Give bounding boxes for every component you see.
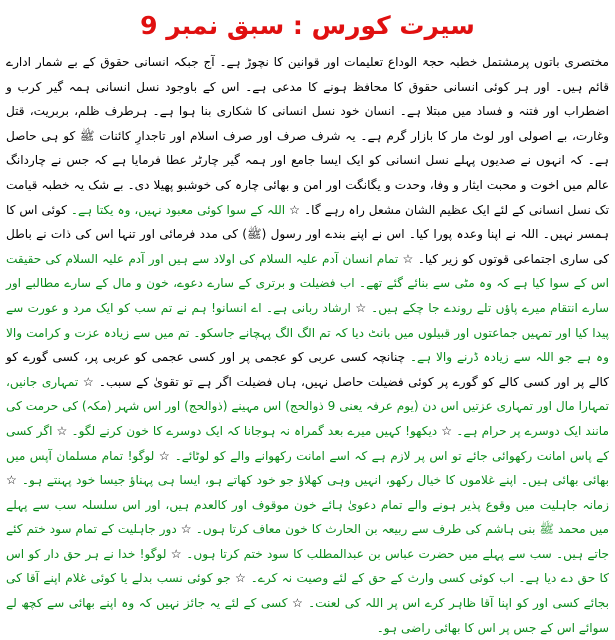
star-icon: ☆ <box>235 571 247 586</box>
sermon-paragraph-2: کوئی اس کا ہمسر نہیں۔ اللہ نے اپنا وعدہ پورا کیا۔ اس نے اپنے بندے اور رسول (ﷺ) کی مدد فرمائی اور تنہا اس کی ذات نے باطل کی ساری اجتماعی قوتوں کو زیر کیا۔ <box>6 202 609 266</box>
sermon-quote-7: لوگو! تمام مسلمان آپس میں بھائی بھائی ہیں۔ اپنے غلاموں کا خیال رکھو، انہیں وہی کھلاؤ جو خود کھاتے ہو، ایسا ہی پہناؤ جیسا خود پہنتے ہو۔ <box>6 448 609 488</box>
star-icon: ☆ <box>6 473 18 488</box>
star-icon: ☆ <box>402 251 414 266</box>
lesson-body <box>6 50 609 640</box>
sermon-quote-3: ارشاد ربانی ہے۔ اے انسانو! ہم نے تم سب کو ایک مرد و عورت سے پیدا کیا اور تمہیں جماعتوں اور قبیلوں میں بانٹ دیا کہ تم الگ الگ پہچانے جاسکو۔ تم میں سے زیادہ عزت و کرامت والا وہ ہے جو اللہ سے زیادہ ڈرنے والا ہے۔ <box>6 300 609 365</box>
sermon-quote-4: تمہاری جانیں، تمہارا مال اور تمہاری عزتیں اس دن (یوم عرفہ یعنی 9 ذوالحج) اس مہینے (ذوالحج) اور اس شہر (مکہ) کی حرمت کی مانند ایک دوسرے پر حرام ہے۔ <box>6 374 610 438</box>
sermon-quote-12: کسی کے لئے یہ جائز نہیں کہ وہ اپنے بھائی سے کچھ لے سوائے اس کے جس پر اس کا بھائی راضی ہو۔ <box>6 596 609 635</box>
sermon-quote-5: دیکھو! کہیں میرے بعد گمراہ نہ ہوجانا کہ ایک دوسرے کا خون کرنے لگو۔ <box>71 423 438 438</box>
sermon-quote-11: جو کوئی نسب بدلے یا کوئی غلام اپنے آقا کی بجائے کسی اور کو اپنا آقا ظاہر کرے اس پر اللہ کی لعنت۔ <box>6 571 609 611</box>
sermon-paragraph-3: چنانچہ کسی عربی کو عجمی پر اور کسی عجمی کو عربی پر، کسی گورے کو کالے پر اور کسی کالے کو گورے پر کوئی فضیلت حاصل نہیں، ہاں فضیلت اگر ہے تو تقویٰ کے سبب۔ <box>6 350 609 389</box>
star-icon: ☆ <box>180 522 192 537</box>
star-icon: ☆ <box>82 374 95 389</box>
star-icon: ☆ <box>441 423 453 438</box>
sermon-quote-1: اللہ کے سوا کوئی معبود نہیں، وہ یکتا ہے۔ <box>70 202 286 217</box>
star-icon: ☆ <box>56 423 68 438</box>
star-icon: ☆ <box>289 202 301 217</box>
sermon-quote-6: اگر کسی کے پاس امانت رکھوائی جائے تو اس پر لازم ہے کہ اسے امانت رکھوانے والے کو لوٹائے۔ <box>6 423 609 463</box>
sermon-quote-10: لوگو! خدا نے ہر حق دار کو اس کا حق دے دیا ہے۔ اب کوئی کسی وارث کے حق کے لئے وصیت نہ کرے۔ <box>6 546 609 586</box>
star-icon: ☆ <box>170 546 182 561</box>
star-icon: ☆ <box>292 596 304 611</box>
sermon-quote-9: دور جاہلیت کے تمام سود ختم کئے جاتے ہیں۔ سب سے پہلے میں حضرت عباس بن عبدالمطلب کا سود ختم کرتا ہوں۔ <box>6 522 609 561</box>
intro-paragraph: مختصری باتوں پرمشتمل خطبہ حجۃ الوداع تعلیمات اور قوانین کا نچوڑ ہے۔ آج جبکہ انسانی حقوق کے بے شمار ادارے قائم ہیں۔ اور ہر کوئی انسانی حقوق کا محافظ ہونے کا مدعی ہے۔ اس کے باوجود نسل انسانی ہمہ گیر کرب و اضطراب اور فتنہ و فساد میں مبتلا ہے۔ انسان خود نسل انسانی کا شکاری بنا ہوا ہے۔ ہرطرف ظلم، بربریت، قتل وغارت، بے اصولی اور لوٹ مار کا بازار گرم ہے۔ یہ شرف صرف اور صرف اسلام اور تاجدارِ کائنات ﷺ کو ہی حاصل ہے۔ کہ انہوں نے صدیوں پہلے نسل انسانی کو ایک ایسا جامع اور ہمہ گیر چارٹر عطا فرمایا ہے کہ جس نے چاردانگ عالم میں اخوت و محبت ایثار و وفا، وحدت و یگانگت اور امن و بھائی چارہ کی خوشبو پھیلا دی۔ بے شک یہ خطبہ قیامت تک نسل انسانی کے لئے ایک عظیم الشان مشعل راہ رہے گا۔ <box>6 55 609 217</box>
sermon-quote-2: تمام انسان آدم علیہ السلام کی اولاد سے ہیں اور آدم علیہ السلام کی حقیقت اس کے سوا کیا ہے کہ وہ مٹی سے بنائے گئے تھے۔ اب فضیلت و برتری کے سارے دعوے، خون و مال کے سارے مطالبے اور سارے انتقام میرے پاؤں تلے روندے جا چکے ہیں۔ <box>6 251 609 315</box>
star-icon: ☆ <box>355 300 367 315</box>
page-title: سیرت کورس : سبق نمبر 9 <box>140 11 475 40</box>
star-icon: ☆ <box>158 448 171 463</box>
sermon-quote-8: زمانہ جاہلیت میں وقوع پذیر ہونے والے تمام دعویٰ ہائے خون موقوف اور کالعدم ہیں، اور اس سلسلہ سب سے پہلے میں محمد ﷺ بنی ہاشم کی طرف سے ربیعہ بن الحارث کا خون معاف کرتا ہوں۔ <box>6 497 609 537</box>
